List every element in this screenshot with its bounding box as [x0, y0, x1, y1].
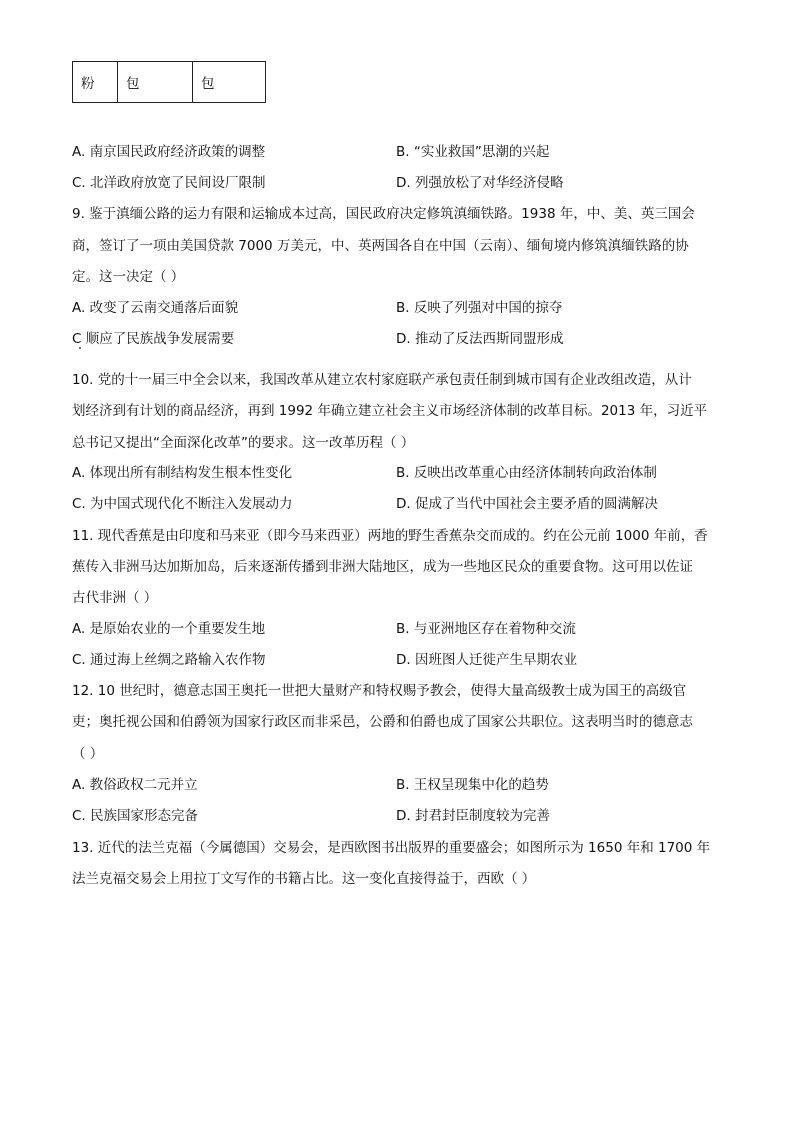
q9-option-a: A. 改变了云南交通落后面貌	[72, 300, 239, 316]
q10-option-a: A. 体现出所有制结构发生根本性变化	[72, 465, 293, 481]
q8-option-d: D. 列强放松了对华经济侵略	[396, 175, 564, 191]
q10-stem-line-2: 划经济到有计划的商品经济，再到 1992 年确立建立社会主义市场经济体制的改革目标。2013 年，习近平	[72, 403, 708, 419]
q12-option-b: B. 王权呈现集中化的趋势	[396, 777, 549, 793]
q12-stem-line-3: （ ）	[72, 746, 104, 762]
q10-stem-line-3: 总书记又提出“全面深化改革”的要求。这一改革历程（ ）	[72, 435, 415, 451]
table-row	[73, 62, 266, 103]
q13-stem-line-2: 法兰克福交易会上用拉丁文写作的书籍占比。这一变化直接得益于，西欧（ ）	[72, 871, 536, 887]
q9-option-c: C 顺应了民族战争发展需要	[72, 331, 235, 347]
q9-stem-line-1: 9. 鉴于滇缅公路的运力有限和运输成本过高，国民政府决定修筑滇缅铁路。1938 年，中、美、英三国会	[72, 206, 695, 222]
q11-stem-line-3: 古代非洲（ ）	[72, 590, 158, 606]
q12-option-c: C. 民族国家形态完备	[72, 808, 199, 824]
q12-stem-line-2: 吏；奥托视公国和伯爵领为国家行政区而非采邑，公爵和伯爵也成了国家公共职位。这表明当时的德意志	[72, 714, 693, 730]
q8-option-c: C. 北洋政府放宽了民间设厂限制	[72, 175, 266, 191]
table-fragment	[72, 61, 266, 103]
q11-option-d: D. 因班图人迁徙产生早期农业	[396, 652, 577, 668]
q8-option-b: B. “实业救国”思潮的兴起	[396, 144, 550, 160]
q11-stem-line-1: 11. 现代香蕉是由印度和马来亚（即今马来西亚）两地的野生香蕉杂交而成的。约在公元前 1000 年前，香	[72, 528, 708, 544]
q10-option-c: C. 为中国式现代化不断注入发展动力	[72, 496, 293, 512]
q13-stem-line-1: 13. 近代的法兰克福（今属德国）交易会，是西欧图书出版界的重要盛会；如图所示为 1650 年和 1700 年	[72, 840, 711, 856]
q10-option-b: B. 反映出改革重心由经济体制转向政治体制	[396, 465, 657, 481]
q9-option-d: D. 推动了反法西斯同盟形成	[396, 331, 564, 347]
q8-option-a: A. 南京国民政府经济政策的调整	[72, 144, 266, 160]
q11-option-b: B. 与亚洲地区存在着物种交流	[396, 621, 576, 637]
table-cell: 粉	[73, 62, 118, 103]
q10-option-d: D. 促成了当代中国社会主要矛盾的圆满解决	[396, 496, 658, 512]
q12-stem-line-1: 12. 10 世纪时，德意志国王奥托一世把大量财产和特权赐予教会，使得大量高级教士成为国王的高级官	[72, 683, 687, 699]
q9-option-b: B. 反映了列强对中国的掠夺	[396, 300, 563, 316]
q12-option-a: A. 教俗政权二元并立	[72, 777, 198, 793]
q11-stem-line-2: 蕉传入非洲马达加斯加岛，后来逐渐传播到非洲大陆地区，成为一些地区民众的重要食物。这可用以佐证	[72, 559, 693, 575]
q10-stem-line-1: 10. 党的十一届三中全会以来，我国改革从建立农村家庭联产承包责任制到城市国有企业改组改造，从计	[72, 372, 692, 388]
q9-stem-line-2: 商，签订了一项由美国贷款 7000 万美元，中、英两国各自在中国（云南）、缅甸境内修筑滇缅铁路的协	[72, 238, 689, 254]
q11-option-a: A. 是原始农业的一个重要发生地	[72, 621, 266, 637]
stray-dot	[79, 347, 81, 349]
q11-option-c: C. 通过海上丝绸之路输入农作物	[72, 652, 266, 668]
table-cell: 包	[193, 62, 266, 103]
q9-stem-line-3: 定。这一决定（ ）	[72, 269, 185, 285]
q12-option-d: D. 封君封臣制度较为完善	[396, 808, 550, 824]
table-cell: 包	[118, 62, 193, 103]
